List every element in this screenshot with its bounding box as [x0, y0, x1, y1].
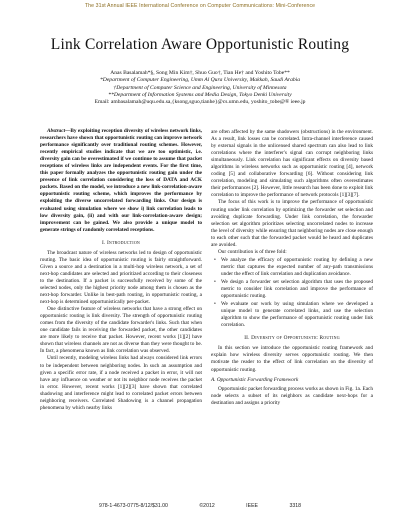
contribution-intro: Our contribution is of three fold: [218, 248, 287, 255]
contribution-item: • We design a forwarder set selection algorithm that uses the proposed metric to consider link correlation and improve the performance of opportunistic routing. [221, 279, 373, 300]
contribution-item: • We analyze the efficacy of opportunistic routing by defining a new metric that captures the expected number of any-path transmissions under the effect of link correlation and duplication avoidance. [221, 257, 373, 278]
footer-isbn: 978-1-4673-0775-8/12/$31.00 ©2012 IEEE [98, 503, 258, 509]
affiliation-1: *Department of Computer Engineering, Umm Al Qura University, Makkah, Saudi Arabia [99, 77, 301, 84]
contribution-list [211, 257, 373, 329]
author-names: Anas Basalamah*§, Song Min Kim†, Shuo Guo†, Tian He† and Yoshito Tobe** [110, 70, 290, 76]
affiliation-2: †Department of Computer Science and Engineering, University of Minnesota [113, 84, 287, 91]
paper-title: Link Correlation Aware Opportunistic Routing [50, 36, 350, 53]
right-paragraph-2: The focus of this work is to improve the performance of opportunistic routing under link correlation by optimizing the forwarder set selection and avoiding duplicate forwarding. Under link correlation, the forwarder selection set algorithm prioritizes selecting uncorrelated nodes to increase the level of diversity while ensuring that neighboring nodes are close enough to each other such that the forwarded packet would be heard and duplicates are avoided. [211, 199, 373, 248]
section2-paragraph-1: In this section we introduce the opportunistic routing framework and explain how wireless diversity serves opportunistic routing. We then motivate the reader to the effect of link correlation on the diversity of opportunistic routing. [211, 345, 373, 373]
author-emails: Email: ambasalamah@uqu.edu.sa,{ksong,sguo,tianhe}@cs.umn.edu, yoshito_tobe@® ieee.jp [94, 99, 306, 106]
section-heading-diversity: II. Diversity of Opportunistic Routing [244, 335, 340, 342]
contribution-item: • We evaluate our work by using simulation where we developed a unique model to generate correlated links, and use the selection algorithm to show the performance of opportunistic routing under link correlation. [221, 301, 373, 329]
subsection-heading-forwarding: A. Opportunistic Forwarding Framework [211, 376, 299, 383]
abstract-label: Abstract [47, 128, 66, 134]
intro-paragraph-3: Until recently, modeling wireless links had always considered link errors to be independent between neighboring nodes. In such an assumption and given a specific error rate, if a node received a packet in error, it will not have any influence on weather or not its neighbor node receives the packet in error. However, recent works [1][2][3] have shown that correlated shadowing and interference might lead to correlated packet errors between neighboring receivers. Correlated Shadowing is a channel propagation phenomena by which nearby links [40, 355, 202, 411]
right-paragraph-1: are often affected by the same shadowers (obstructions) in the environment. As a result, link losses can be correlated. Intra-channel interference caused by external signals in the unlicensed shared spectrum can also lead to link correlations where the interferer's signal can corrupt neighboring links simultaneously. Link correlation has significant effects on diversity based algorithms in wireless networks such as opportunistic routing [4], network coding [5] and collaborative forwarding [6]. Without considering link correlation, modeling and simulating such algorithms often overestimates their performances [2]. However, little research has been done to exploit link correlation to improve the performance of network protocols [1][3][7]. [211, 129, 373, 199]
author-block [20, 70, 380, 106]
conference-header: The 31st Annual IEEE International Conference on Computer Communications: Mini-Conference [84, 3, 316, 9]
abstract-text: —By exploiting reception diversity of wireless network links, researchers have shown that opportunistic routing can improve network performance significantly over traditional routing schemes. However, recently empirical studies indicate that we are too optimistic, i.e. diversity gain can be overestimated if we continue to assume that packet receptions of wireless links are independent events. For the first time, this paper formally analyzes the opportunistic routing gain under the presence of link correlation considering the loss of DATA and ACK packets. Based on the model, we introduce a new link-correlation-aware opportunistic routing scheme, which improves the performance by exploiting the diverse uncorrelated forwarding links. Our design is evaluated using simulation where we show i) link correlation leads to low diversity gain, (ii) and with our link-correlation-aware design; improvement can be gained. We also provide a unique model to generate strings of randomly correlated receptions. [40, 128, 202, 233]
intro-paragraph-1: The broadcast nature of wireless networks led to design of opportunistic routing. The basic idea of opportunistic routing is fairly straightforward. Given a source and a destination in a multi-hop wireless network, a set of next-hop candidates are selected and prioritized according to their closeness to the destination. If a packet is successfully received by some of the selected nodes, only the highest priority node among them is chosen as the next-hop forwarder. Unlike in best-path routing, in opportunistic routing, a next-hop is determined opportunistically per-packet. [40, 249, 202, 306]
abstract [40, 128, 202, 234]
section2-paragraph-2: Opportunistic packet forwarding process works as shown in Fig. 1a. Each node selects a subset of its neighbors as candidate next-hops for a destination and assigns a priority [211, 385, 373, 406]
page-footer [0, 503, 400, 509]
section-heading-introduction: I. Introduction [101, 239, 141, 246]
right-column [211, 129, 373, 407]
page-number: 3318 [289, 503, 301, 509]
left-column [40, 128, 202, 412]
intro-paragraph-2: One distinctive feature of wireless networks that have a strong effect on opportunistic routing is link diversity. The strength of opportunistic routing comes from the diversity of the candidate forwarder's links. Such that when one candidate fails in receiving the forwarded packet, the other candidates are more likely to receive that packet. However, recent works [1][2] have shown that wireless channels are not as diverse than they were thought to be. In fact, a phenomena known as link correlation was observed. [40, 306, 202, 355]
affiliation-3: **Department of Information Systems and Media Design, Tokyo Denki University [108, 91, 292, 98]
